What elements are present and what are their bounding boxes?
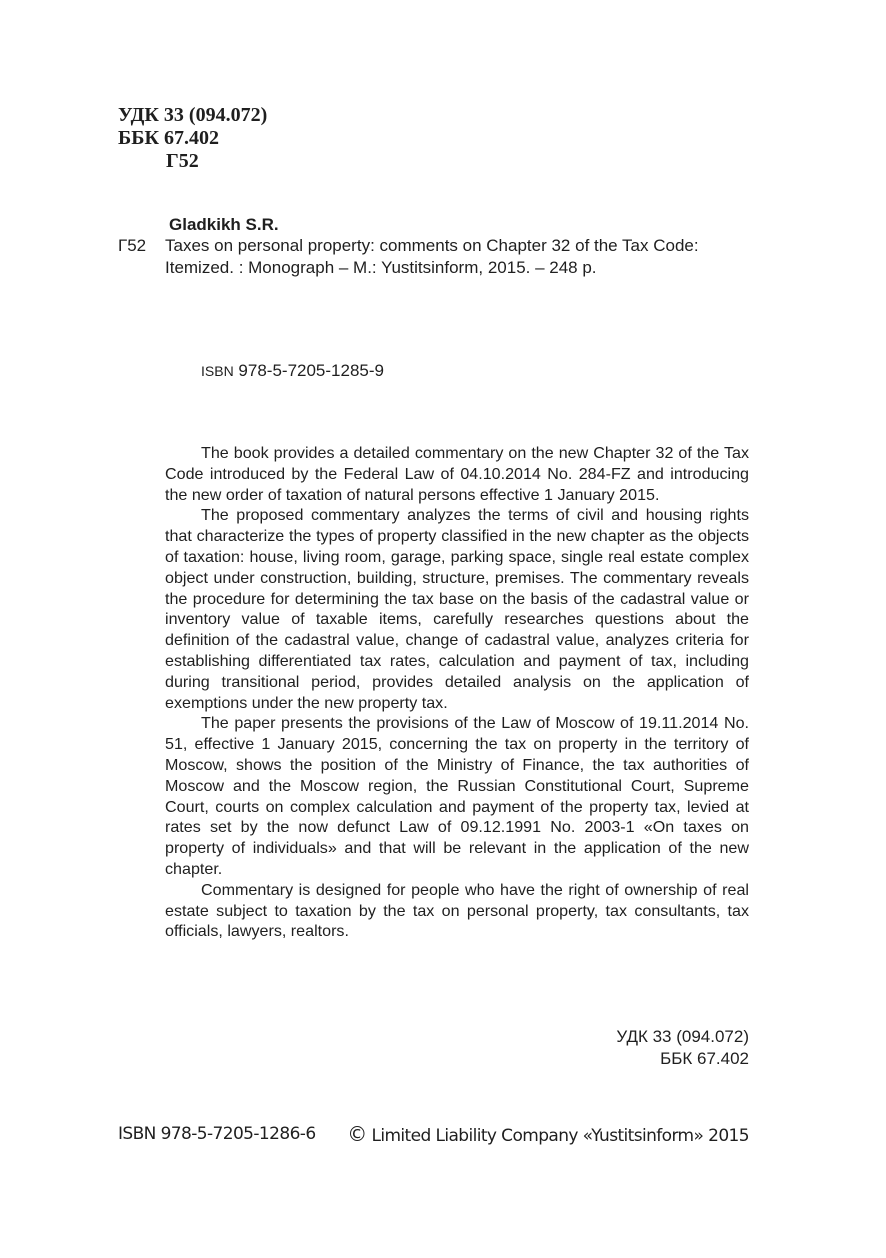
- footer-copyright: [347, 1122, 749, 1148]
- footer-imprint: [118, 1122, 749, 1148]
- isbn-label: ISBN: [201, 363, 234, 379]
- abstract-paragraph: The book provides a detailed commentary on the new Chapter 32 of the Tax Code introduced by the Federal Law of 04.10.2014 No. 284-FZ and introducing the new order of taxation of natural persons effective 1 January 2015.: [165, 444, 749, 504]
- bbk-code-bottom: ББК 67.402: [660, 1049, 749, 1068]
- udk-code: УДК 33 (094.072): [118, 104, 268, 126]
- footer-isbn: ISBN 978-5-7205-1286-6: [118, 1124, 316, 1144]
- isbn-number: 978-5-7205-1285-9: [238, 361, 384, 380]
- bibliographic-record: [118, 235, 758, 279]
- bibliographic-description: Taxes on personal property: comments on Chapter 32 of the Tax Code: Itemized. : Monograph – M.: Yustitsinform, 2015. – 248 p.: [165, 236, 699, 277]
- abstract-paragraph: The proposed commentary analyzes the terms of civil and housing rights that characterize the types of property classified in the new chapter as the objects of taxation: house, living room, garage, parking space, single real estate complex object under construction, building, structure, premises. The commentary reveals the procedure for determining the tax base on the basis of the cadastral value or inventory value of taxable items, carefully researches questions about the definition of the cadastral value, change of cadastral value, analyzes criteria for establishing differentiated tax rates, calculation and payment of tax, including during transitional period, provides detailed analysis on the application of exemptions under the new property tax.: [165, 506, 749, 712]
- abstract-paragraph: The paper presents the provisions of the Law of Moscow of 19.11.2014 No. 51, effective 1 January 2015, concerning the tax on property in the territory of Moscow, shows the position of the Ministry of Finance, the tax authorities of Moscow and the Moscow region, the Russian Constitutional Court, Supreme Court, courts on complex calculation and payment of the property tax, levied at rates set by the now defunct Law of 09.12.1991 No. 2003-1 «On taxes on property of individuals» and that will be relevant in the application of the new chapter.: [165, 714, 749, 878]
- udk-code-bottom: УДК 33 (094.072): [616, 1027, 749, 1046]
- classification-block: [118, 104, 267, 173]
- classification-bottom: [616, 1026, 749, 1070]
- bbk-code: ББК 67.402: [118, 127, 219, 149]
- isbn-main: [201, 360, 384, 382]
- abstract-paragraph: Commentary is designed for people who have the right of ownership of real estate subject to taxation by the tax on personal property, tax consultants, tax officials, lawyers, realtors.: [165, 880, 749, 941]
- abstract: [165, 443, 749, 942]
- bibliographic-code: Г52: [118, 236, 147, 255]
- author-sign: Г52: [166, 150, 199, 172]
- author-name: Gladkikh S.R.: [169, 215, 279, 234]
- copyright-icon: ©: [347, 1122, 367, 1146]
- copyright-text: Limited Liability Company «Yustitsinform» 2015: [371, 1126, 749, 1146]
